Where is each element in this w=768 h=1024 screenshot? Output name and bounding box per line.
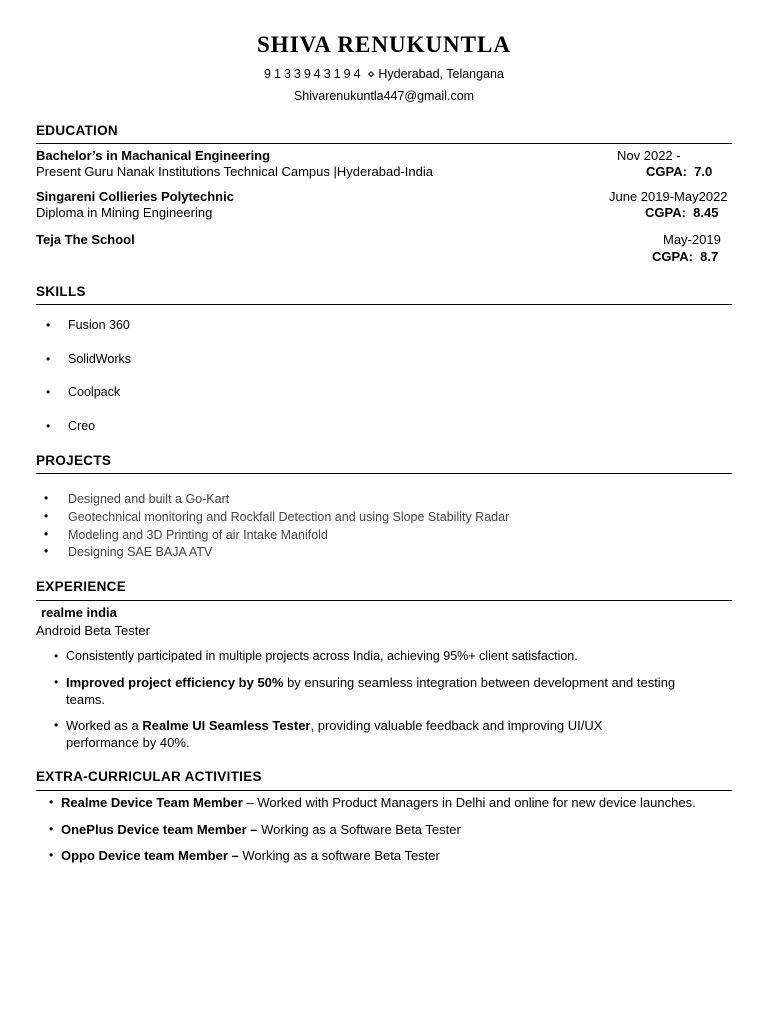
job-role: Android Beta Tester (36, 623, 150, 638)
activity-item (61, 848, 440, 863)
cgpa-value: 7.0 (694, 164, 713, 179)
project-item: Designed and built a Go-Kart (68, 492, 230, 506)
bullet-icon: • (54, 649, 59, 663)
candidate-name: SHIVA RENUKUNTLA (257, 32, 511, 57)
cgpa-label: CGPA: (646, 164, 687, 179)
location: Hyderabad, Telangana (378, 67, 504, 81)
activity-title: OnePlus Device team Member – (61, 822, 258, 837)
project-item: Designing SAE BAJA ATV (68, 545, 213, 559)
projects-title: PROJECTS (36, 453, 112, 468)
education-date: Nov 2022 - (617, 148, 681, 163)
education-date: May-2019 (663, 232, 721, 247)
section-divider (36, 304, 732, 305)
bullet-icon: • (54, 718, 59, 732)
section-divider (36, 600, 732, 601)
highlight-text: Realme UI Seamless Tester (142, 718, 311, 733)
section-divider (36, 790, 732, 791)
bullet-icon: • (44, 544, 49, 558)
bullet-icon: • (46, 352, 51, 366)
experience-bullet (66, 717, 730, 751)
company-name: realme india (41, 605, 117, 620)
education-cgpa (652, 249, 718, 264)
activity-item (61, 795, 696, 810)
education-degree: Teja The School (36, 232, 135, 247)
cgpa-label: CGPA: (652, 249, 693, 264)
bullet-text: Worked as a (66, 718, 143, 733)
section-divider (36, 473, 732, 474)
education-date: June 2019-May2022 (609, 189, 728, 204)
bullet-icon: • (44, 509, 49, 523)
project-item: Modeling and 3D Printing of air Intake Manifold (68, 528, 328, 542)
bullet-icon: • (46, 318, 51, 332)
bullet-icon: • (49, 795, 54, 809)
skill-item: Creo (68, 419, 96, 433)
phone-number: 9133943194 (264, 67, 364, 81)
activity-title: Realme Device Team Member (61, 795, 243, 810)
skill-item: Coolpack (68, 385, 121, 399)
activity-text: Working as a Software Beta Tester (257, 822, 461, 837)
cgpa-value: 8.45 (693, 205, 719, 220)
education-cgpa (645, 205, 718, 220)
skills-title: SKILLS (36, 284, 86, 299)
bullet-text: by ensuring seamless integration between development and testing (283, 675, 676, 690)
activity-text: – Worked with Product Managers in Delhi and online for new device launches. (242, 795, 696, 810)
activity-text: Working as a software Beta Tester (238, 848, 440, 863)
cgpa-value: 8.7 (700, 249, 719, 264)
activity-title: Oppo Device team Member – (61, 848, 239, 863)
bullet-icon: • (46, 419, 51, 433)
activity-item (61, 822, 461, 837)
bullet-icon: • (49, 822, 54, 836)
education-title: EDUCATION (36, 123, 118, 138)
cgpa-label: CGPA: (645, 205, 686, 220)
bullet-icon: • (46, 385, 51, 399)
education-cgpa (646, 164, 712, 179)
education-degree: Singareni Collieries Polytechnic (36, 189, 234, 204)
bullet-icon: • (44, 491, 49, 505)
education-degree: Bachelor’s in Machanical Engineering (36, 148, 271, 163)
email: Shivarenukuntla447@gmail.com (293, 89, 475, 103)
contact-line (0, 66, 768, 81)
skill-item: Fusion 360 (68, 318, 130, 332)
bullet-text: , providing valuable feedback and improving UI/UX (310, 718, 603, 733)
project-item: Geotechnical monitoring and Rockfall Detection and using Slope Stability Radar (68, 510, 510, 524)
highlight-text: Improved project efficiency by 50% (66, 675, 284, 690)
bullet-icon: • (49, 848, 54, 862)
experience-bullet (66, 674, 730, 708)
skill-item: SolidWorks (68, 352, 131, 366)
activities-title: EXTRA-CURRICULAR ACTIVITIES (36, 769, 262, 784)
section-divider (36, 143, 732, 144)
experience-bullet: Consistently participated in multiple projects across India, achieving 95%+ client satisfaction. (66, 649, 578, 663)
bullet-continuation: performance by 40%. (66, 735, 190, 750)
separator-icon: ⋄ (367, 67, 375, 81)
bullet-continuation: teams. (66, 692, 106, 707)
experience-title: EXPERIENCE (36, 579, 127, 594)
education-institution: Diploma in Mining Engineering (36, 205, 213, 220)
bullet-icon: • (44, 527, 49, 541)
bullet-icon: • (54, 675, 59, 689)
education-institution: Present Guru Nanak Institutions Technical Campus |Hyderabad-India (36, 164, 433, 179)
